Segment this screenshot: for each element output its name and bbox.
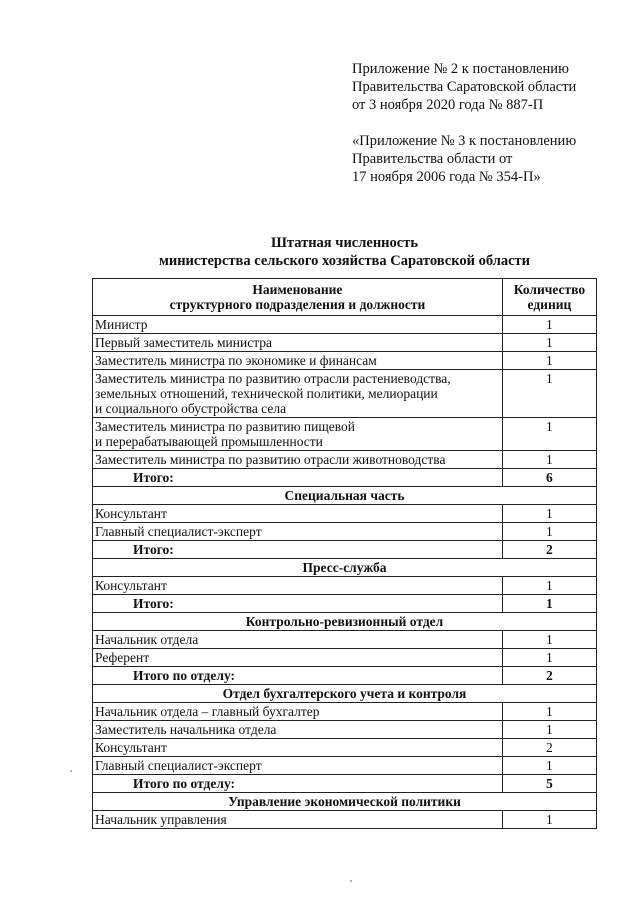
cell-line: Консультант [95,578,167,593]
document-title [92,234,597,270]
total-row [93,775,597,793]
cell-line: Итого: [133,596,174,611]
column-header-count: Количество единиц [502,279,596,316]
scan-speck [70,770,72,772]
table-row [93,811,597,829]
total-row [93,595,597,613]
unit-count: 1 [502,334,596,352]
table-row [93,649,597,667]
table-row [93,334,597,352]
unit-count: 1 [502,505,596,523]
unit-count: 1 [502,316,596,334]
total-count: 2 [502,667,596,685]
unit-count: 1 [502,631,596,649]
cell-line: Заместитель министра по развитию отрасли растениеводства, [95,371,451,386]
position-name [93,418,503,451]
cell-line: Министр [95,317,148,332]
cell-line: Начальник отдела [95,632,199,647]
total-label [93,595,503,613]
table-header-row [93,279,597,316]
position-name [93,739,503,757]
staff-table [92,278,597,829]
cell-line: Главный специалист-эксперт [95,524,262,539]
table-body [93,316,597,829]
position-name [93,757,503,775]
cell-line: Итого по отделу: [133,776,236,791]
column-header-name: Наименование структурного подразделения и должности [93,279,503,316]
cell-line: и перерабатывающей промышленности [95,434,323,449]
unit-count: 1 [502,649,596,667]
title-line-2: министерства сельского хозяйства Саратовской области [158,253,531,269]
total-count: 1 [502,595,596,613]
cell-line: Заместитель министра по развитию отрасли животноводства [95,452,446,467]
table-row [93,451,597,469]
position-name [93,352,503,370]
total-label [93,667,503,685]
section-heading-row [93,685,597,703]
cell-line: Итого: [133,542,174,557]
cell-line: и социального обустройства села [95,401,287,416]
title-line-1: Штатная численность [270,235,419,251]
table-row [93,577,597,595]
header-line: «Приложение № 3 к постановлению [352,133,577,149]
table-row [93,352,597,370]
total-row [93,541,597,559]
position-name [93,370,503,418]
total-label [93,775,503,793]
header-line: Правительства области от [352,151,513,167]
total-row [93,469,597,487]
position-name [93,451,503,469]
cell-line: земельных отношений, технической политики, мелиорации [95,386,438,401]
position-name [93,811,503,829]
header-line: Правительства Саратовской области [352,79,577,95]
unit-count: 2 [502,739,596,757]
total-label [93,469,503,487]
cell-line: Заместитель министра по экономике и финансам [95,353,377,368]
cell-line: Заместитель министра по развитию пищевой [95,419,355,434]
header-line: Приложение № 2 к постановлению [352,61,569,77]
table-row [93,757,597,775]
position-name [93,334,503,352]
section-heading: Контрольно-ревизионный отдел [93,613,597,631]
section-heading: Отдел бухгалтерского учета и контроля [93,685,597,703]
table-row [93,505,597,523]
table-row [93,631,597,649]
table-row [93,739,597,757]
cell-line: Главный специалист-эксперт [95,758,262,773]
position-name [93,505,503,523]
header-paragraph-2 [352,132,632,186]
cell-line: Начальник управления [95,812,227,827]
cell-line: Референт [95,650,150,665]
table-row [93,721,597,739]
table-row [93,316,597,334]
unit-count: 1 [502,703,596,721]
table-row [93,418,597,451]
header-line: от 3 ноября 2020 года № 887-П [352,97,544,113]
section-heading: Специальная часть [93,487,597,505]
unit-count: 1 [502,577,596,595]
section-heading-row [93,559,597,577]
header-paragraph-1 [352,60,632,114]
position-name [93,649,503,667]
section-heading-row [93,487,597,505]
document-header [352,60,632,204]
section-heading-row [93,793,597,811]
section-heading-row [93,613,597,631]
cell-line: Начальник отдела – главный бухгалтер [95,704,320,719]
position-name [93,523,503,541]
position-name [93,631,503,649]
cell-line: Итого: [133,470,174,485]
total-count: 5 [502,775,596,793]
position-name [93,577,503,595]
position-name [93,721,503,739]
cell-line: Первый заместитель министра [95,335,273,350]
table-row [93,703,597,721]
table-row [93,523,597,541]
position-name [93,703,503,721]
cell-line: Консультант [95,506,167,521]
unit-count: 1 [502,721,596,739]
unit-count: 1 [502,757,596,775]
header-line: 17 ноября 2006 года № 354-П» [352,169,541,185]
unit-count: 1 [502,451,596,469]
cell-line: Консультант [95,740,167,755]
position-name [93,316,503,334]
unit-count: 1 [502,811,596,829]
total-count: 6 [502,469,596,487]
total-count: 2 [502,541,596,559]
unit-count: 1 [502,418,596,451]
table-row [93,370,597,418]
section-heading: Пресс-служба [93,559,597,577]
scan-speck [350,880,352,882]
total-row [93,667,597,685]
unit-count: 1 [502,352,596,370]
total-label [93,541,503,559]
unit-count: 1 [502,523,596,541]
cell-line: Заместитель начальника отдела [95,722,277,737]
section-heading: Управление экономической политики [93,793,597,811]
cell-line: Итого по отделу: [133,668,236,683]
unit-count: 1 [502,370,596,418]
